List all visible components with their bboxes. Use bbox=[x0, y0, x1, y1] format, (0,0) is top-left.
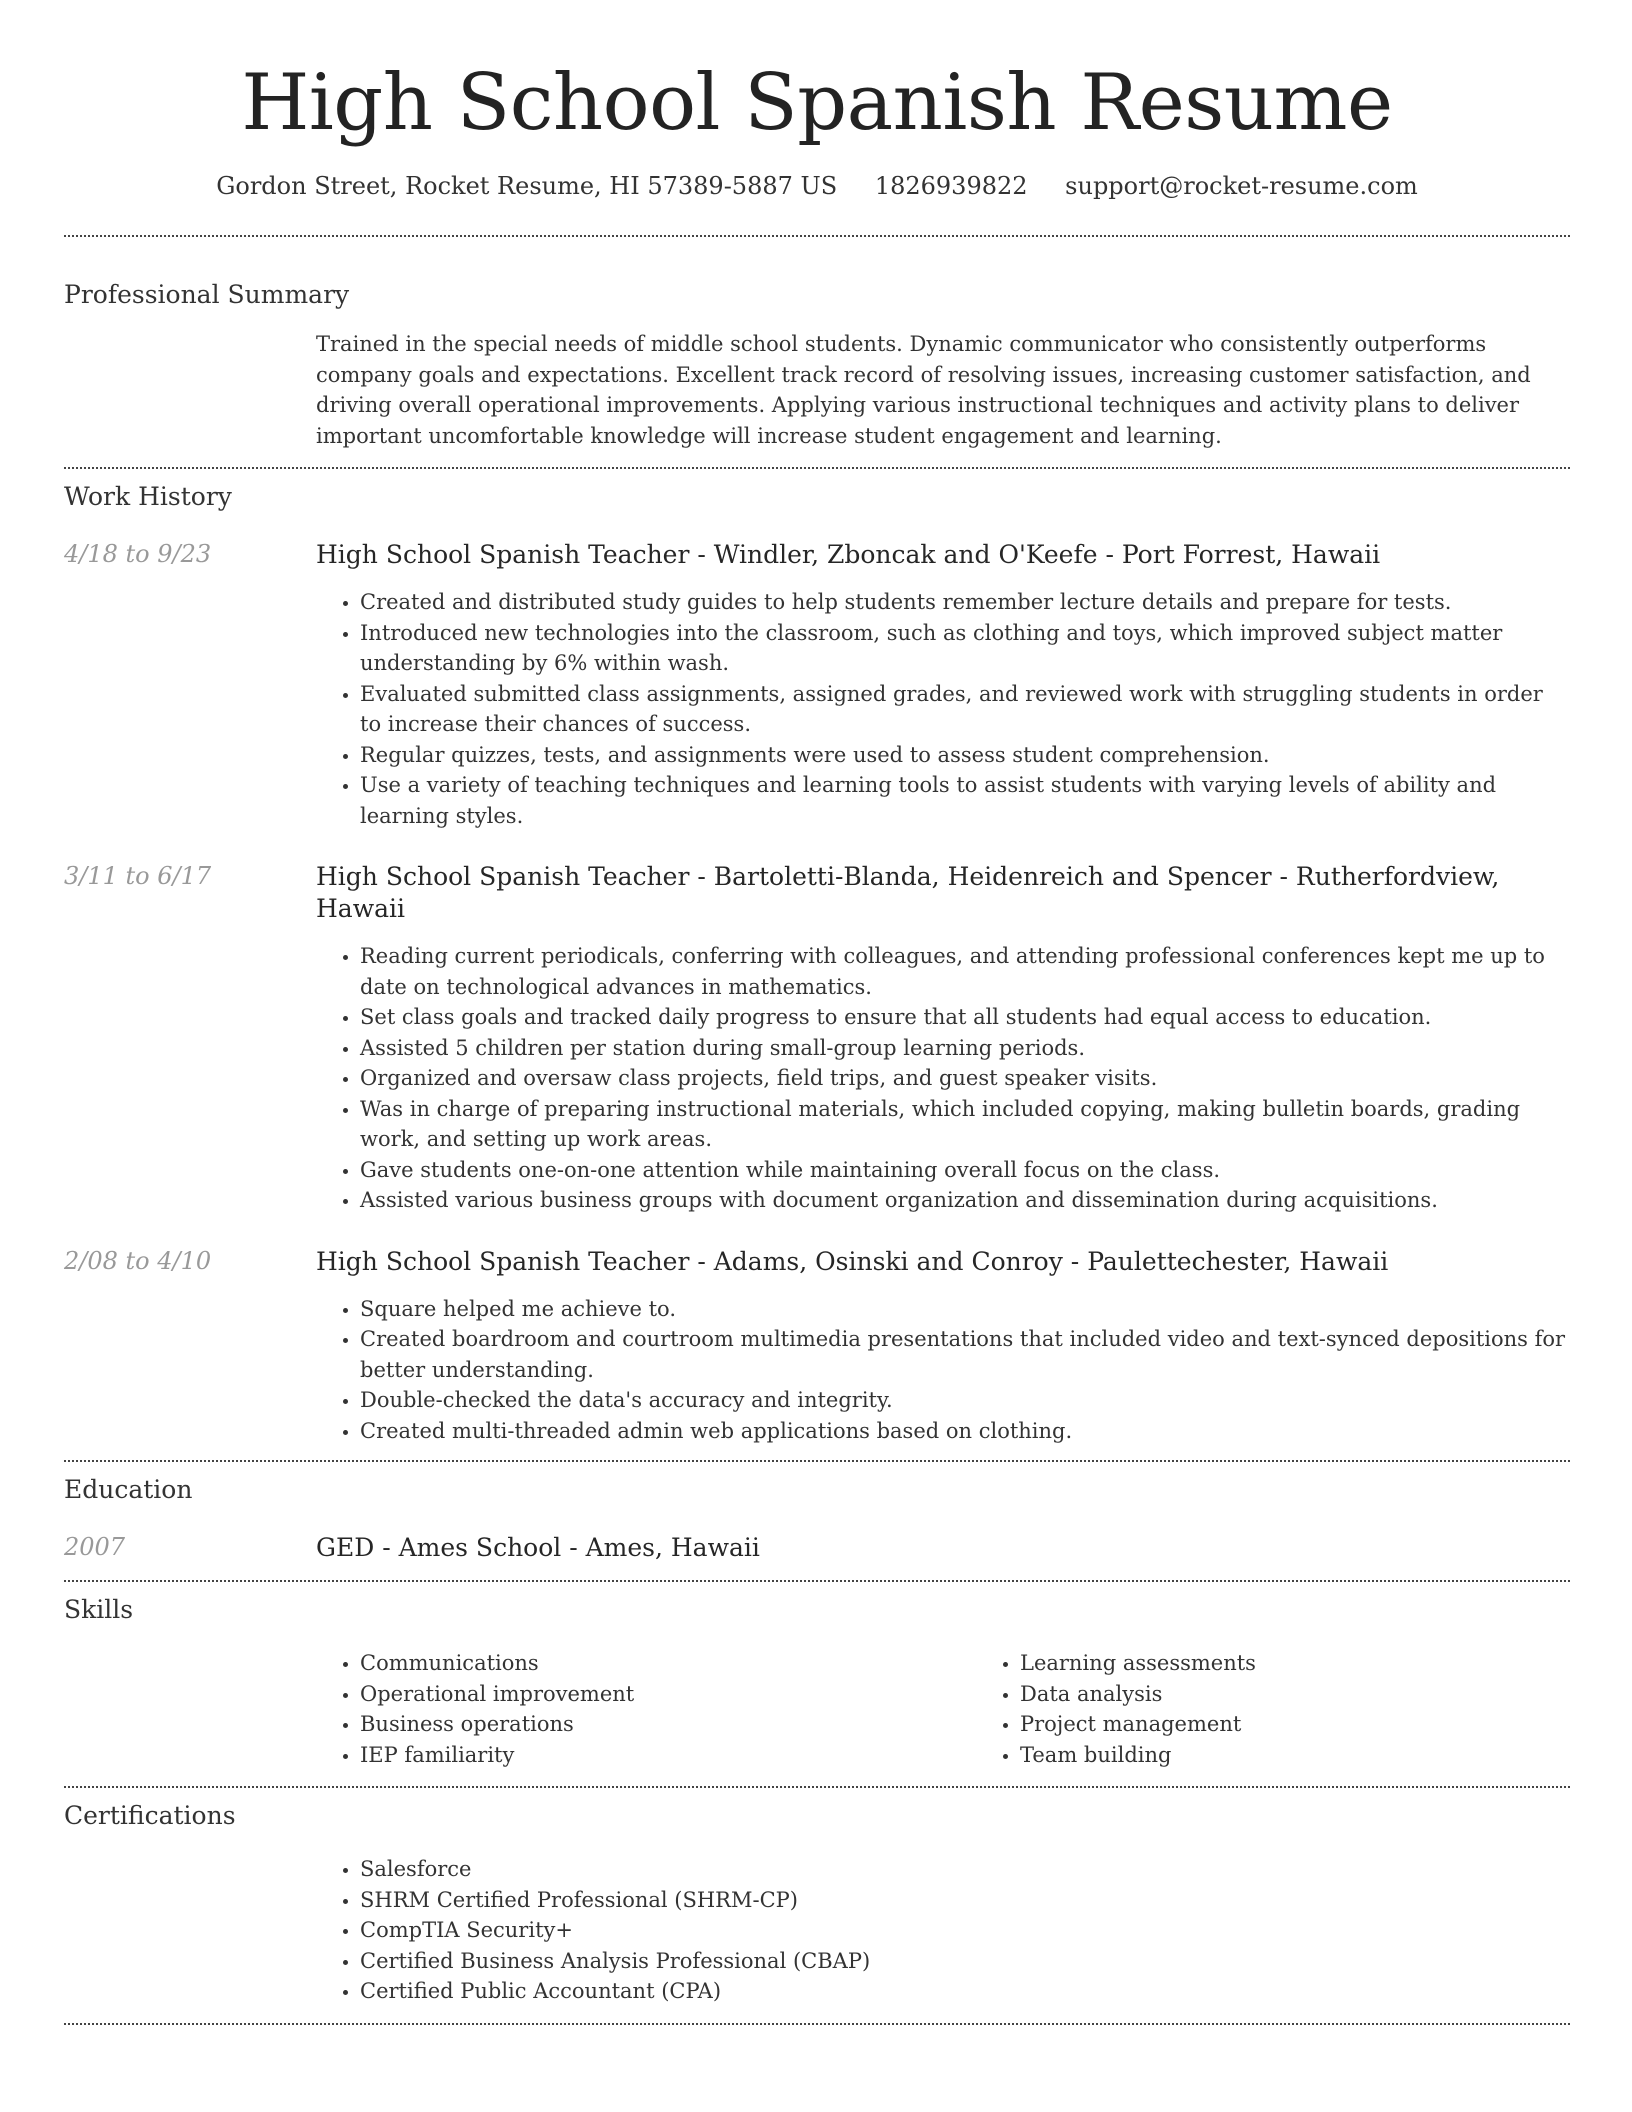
job-title: High School Spanish Teacher - Bartoletti-Blanda, Heidenreich and Spencer - Rutherfordview, Hawaii bbox=[316, 862, 1500, 923]
list-item: • Introduced new technologies into the classroom, such as clothing and toys, which improved subject matter understanding by 6% within wash. bbox=[360, 618, 1570, 679]
list-item: • Communications bbox=[360, 1648, 976, 1679]
list-item: • Created boardroom and courtroom multimedia presentations that included video and text-synced depositions for better understanding. bbox=[360, 1324, 1570, 1385]
list-item: • Created and distributed study guides to help students remember lecture details and prepare for tests. bbox=[360, 587, 1570, 618]
list-item: • CompTIA Security+ bbox=[360, 1915, 1570, 1946]
section-divider bbox=[64, 2023, 1570, 2025]
job-dates: 3/11 to 6/17 bbox=[64, 862, 212, 890]
contact-email: support@rocket-resume.com bbox=[1065, 172, 1418, 200]
job-title: High School Spanish Teacher - Windler, Zboncak and O'Keefe - Port Forrest, Hawaii bbox=[316, 540, 1381, 569]
education-section bbox=[64, 1474, 1570, 1564]
skills-section bbox=[64, 1594, 1570, 1770]
list-item: • IEP familiarity bbox=[360, 1740, 976, 1771]
section-divider bbox=[64, 235, 1570, 237]
certifications-section bbox=[64, 1800, 1570, 2007]
list-item: • Was in charge of preparing instructional materials, which included copying, making bulletin boards, grading work, and setting up work areas. bbox=[360, 1094, 1570, 1155]
list-item: • Use a variety of teaching techniques and learning tools to assist students with varying levels of ability and learning styles. bbox=[360, 770, 1570, 831]
summary-section bbox=[64, 279, 1570, 451]
skills-columns bbox=[316, 1648, 1632, 1770]
list-item: • Regular quizzes, tests, and assignments were used to assess student comprehension. bbox=[360, 740, 1570, 771]
job-entry bbox=[64, 861, 1570, 1216]
job-title: High School Spanish Teacher - Adams, Osinski and Conroy - Paulettechester, Hawaii bbox=[316, 1246, 1389, 1276]
section-divider bbox=[64, 467, 1570, 469]
summary-heading: Professional Summary bbox=[64, 280, 350, 309]
list-item: • Reading current periodicals, conferring with colleagues, and attending professional conferences kept me up to date on technological advances in mathematics. bbox=[360, 941, 1570, 1002]
job-bullets bbox=[316, 587, 1570, 831]
job-entry bbox=[64, 1246, 1570, 1447]
list-item: • Learning assessments bbox=[1020, 1648, 1632, 1679]
resume-page bbox=[64, 0, 1570, 2025]
list-item: • Created multi-threaded admin web applications based on clothing. bbox=[360, 1416, 1570, 1447]
certifications-list bbox=[316, 1854, 1570, 2007]
education-date: 2007 bbox=[64, 1533, 126, 1561]
job-bullets bbox=[316, 1294, 1570, 1447]
contact-address: Gordon Street, Rocket Resume, HI 57389-5887 US bbox=[216, 172, 838, 200]
list-item: • SHRM Certified Professional (SHRM-CP) bbox=[360, 1885, 1570, 1916]
education-heading: Education bbox=[64, 1475, 193, 1504]
summary-text: Trained in the special needs of middle school students. Dynamic communicator who consistently outperforms company goals and expectations. Excellent track record of resolving issues, increasing customer satisfaction, and driving overall operational improvements. Applying various instructional techniques and activity plans to deliver important uncomfortable knowledge will increase student engagement and learning. bbox=[316, 332, 1531, 448]
list-item: • Assisted various business groups with document organization and dissemination during acquisitions. bbox=[360, 1185, 1570, 1216]
list-item: • Certified Business Analysis Professional (CBAP) bbox=[360, 1946, 1570, 1977]
job-dates: 4/18 to 9/23 bbox=[64, 540, 212, 568]
education-degree: GED - Ames School - Ames, Hawaii bbox=[316, 1533, 760, 1562]
list-item: • Certified Public Accountant (CPA) bbox=[360, 1976, 1570, 2007]
list-item: • Set class goals and tracked daily progress to ensure that all students had equal access to education. bbox=[360, 1002, 1570, 1033]
section-divider bbox=[64, 1580, 1570, 1582]
list-item: • Evaluated submitted class assignments, assigned grades, and reviewed work with struggling students in order to increase their chances of success. bbox=[360, 679, 1570, 740]
list-item: • Salesforce bbox=[360, 1854, 1570, 1885]
job-bullets bbox=[316, 941, 1570, 1216]
contact-phone: 1826939822 bbox=[874, 172, 1028, 200]
list-item: • Business operations bbox=[360, 1709, 976, 1740]
certifications-heading: Certifications bbox=[64, 1801, 236, 1830]
list-item: • Organized and oversaw class projects, field trips, and guest speaker visits. bbox=[360, 1063, 1570, 1094]
work-history-heading: Work History bbox=[64, 482, 232, 511]
list-item: • Gave students one-on-one attention while maintaining overall focus on the class. bbox=[360, 1155, 1570, 1186]
section-divider bbox=[64, 1460, 1570, 1462]
education-entry bbox=[64, 1532, 1570, 1564]
list-item: • Operational improvement bbox=[360, 1679, 976, 1710]
list-item: • Square helped me achieve to. bbox=[360, 1294, 1570, 1325]
list-item: • Data analysis bbox=[1020, 1679, 1632, 1710]
skills-heading: Skills bbox=[64, 1595, 134, 1624]
job-entry bbox=[64, 539, 1570, 831]
list-item: • Assisted 5 children per station during small-group learning periods. bbox=[360, 1033, 1570, 1064]
list-item: • Team building bbox=[1020, 1740, 1632, 1771]
work-history-section bbox=[64, 481, 1570, 1446]
resume-title: High School Spanish Resume bbox=[241, 58, 1393, 148]
skills-list-right bbox=[976, 1648, 1632, 1770]
skills-list-left bbox=[316, 1648, 976, 1770]
list-item: • Project management bbox=[1020, 1709, 1632, 1740]
contact-line bbox=[64, 171, 1570, 201]
section-divider bbox=[64, 1786, 1570, 1788]
list-item: • Double-checked the data's accuracy and integrity. bbox=[360, 1385, 1570, 1416]
job-dates: 2/08 to 4/10 bbox=[64, 1246, 212, 1275]
